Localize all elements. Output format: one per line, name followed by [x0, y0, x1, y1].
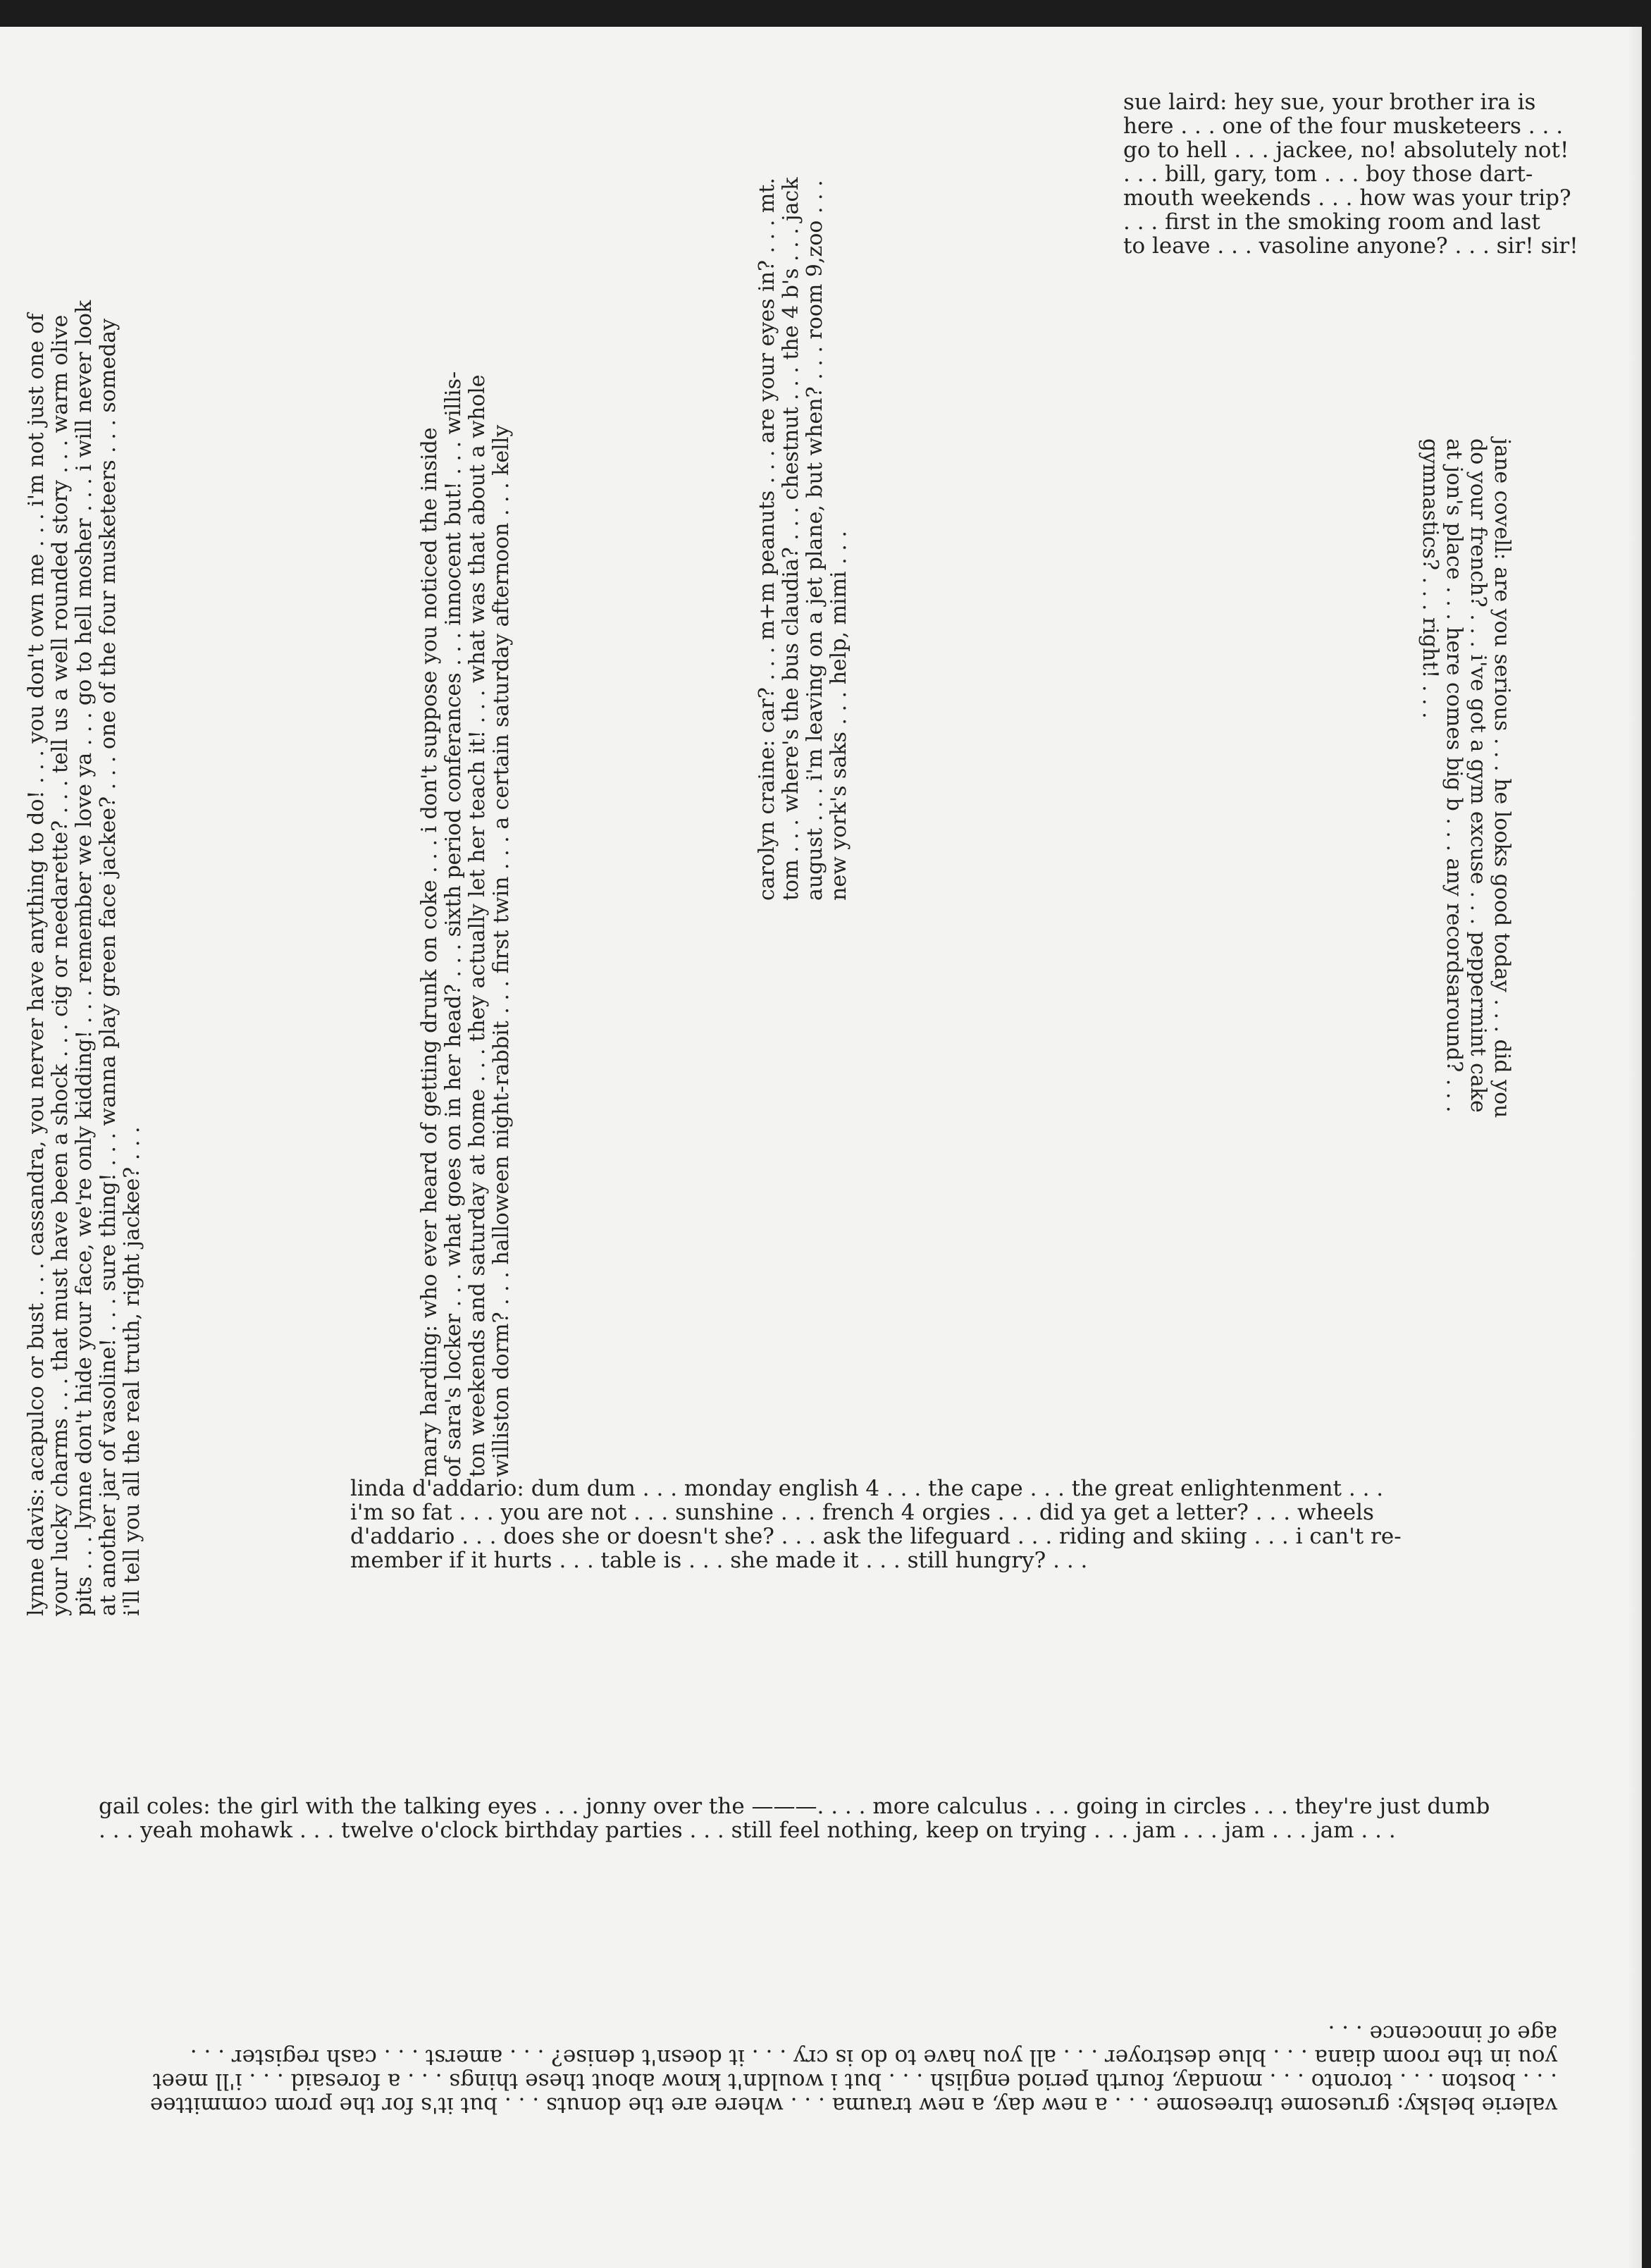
entry-line: you in the room diana . . . blue destroyer . . . all you have to do is cry . . . it doesn't denise? . . . amerst . . . cash register . . . — [190, 2045, 1557, 2070]
entry-line: at another jar of vasoline! . . . sure thing! . . . wanna play green face jackee? . . . one of the four musketeers . . . someday — [96, 318, 120, 1616]
entry-line: i'll tell you all the real truth, right jackee? . . . — [120, 1126, 144, 1616]
entry-line: carolyn craine: car? . . . m+m peanuts . . . are your eyes in? . . . mt. — [755, 178, 779, 901]
entry-line: tom . . . where's the bus claudia? . . . chestnut . . . the 4 b's . . . jack — [779, 177, 803, 901]
entry-line: gymnastics? . . . right! . . . — [1418, 438, 1442, 719]
entry-line: new york's saks . . . help, mimi . . . — [827, 531, 851, 901]
entry-line: of sara's locker . . . what goes on in her head? . . . sixth period conferances . . . innocent but! . . . willis- — [441, 371, 466, 1477]
entry-line: lynne davis: acapulco or bust . . . cassandra, you nerver have anything to do! . . . you don't own me . . . i'm not just one of — [24, 313, 49, 1616]
entry-jane-covell — [1418, 438, 1514, 1188]
entry-line: . . . yeah mohawk . . . twelve o'clock birthday parties . . . still feel nothing, keep on trying . . . jam . . . jam . . . jam . . . — [99, 1818, 1396, 1843]
entry-lynne-davis — [25, 178, 144, 1616]
entry-mary-harding — [418, 265, 514, 1477]
entry-line: to leave . . . vasoline anyone? . . . sir! sir! — [1123, 233, 1578, 259]
entry-linda-daddario — [350, 1477, 1478, 1572]
entry-line: linda d'addario: dum dum . . . monday english 4 . . . the cape . . . the great enlightenment . . . — [350, 1476, 1384, 1501]
entry-sue-laird — [1123, 90, 1583, 258]
entry-line: jane covell: are you serious . . . he looks good today . . . did you — [1490, 438, 1514, 1118]
entry-line: d'addario . . . does she or doesn't she? . . . ask the lifeguard . . . riding and skiing . . . i can't re- — [350, 1524, 1402, 1549]
entry-line: . . . boston . . . toronto . . . monday, fourth period english . . . but i wouldn't know about these things . . . a foresaid . . . i'll meet — [152, 2069, 1557, 2094]
entry-line: age of innocence . . . — [1328, 2021, 1557, 2046]
entry-line: here . . . one of the four musketeers . . . — [1123, 113, 1564, 139]
entry-line: i'm so fat . . . you are not . . . sunshine . . . french 4 orgies . . . did ya get a letter? . . . wheels — [350, 1500, 1374, 1525]
entry-line: pits . . . lynne don't hide your face, we're only kidding! . . . remember we love ya . . . go to hell mosher . . . i will never look — [72, 300, 97, 1616]
entry-line: go to hell . . . jackee, no! absolutely not! — [1123, 137, 1569, 163]
entry-carolyn-craine — [755, 83, 851, 901]
entry-line: at jon's place . . . here comes big b . . . any recordsaround? . . . — [1442, 438, 1466, 1113]
entry-line: . . . bill, gary, tom . . . boy those dart- — [1123, 161, 1533, 187]
entry-line: valerie belsky: gruesome threesome . . . a new day, a new trauma . . . where are the donuts . . . but it's for the prom committee — [149, 2093, 1557, 2118]
entry-line: mouth weekends . . . how was your trip? — [1123, 185, 1571, 211]
entry-line: mary harding: who ever heard of getting drunk on coke . . . i don't suppose you noticed the inside — [417, 427, 442, 1477]
entry-gail-coles — [99, 1794, 1550, 1842]
entry-line: . . . first in the smoking room and last — [1123, 209, 1540, 235]
entry-line: williston dorm? . . . halloween night-rabbit . . . first twin . . . a certain saturday afternoon . . . kelly — [489, 424, 514, 1477]
entry-valerie-belsky — [63, 2019, 1557, 2117]
entry-line: do your french? . . . i've got a gym excuse . . . peppermint cake — [1466, 438, 1490, 1113]
entry-line: august . . . i'm leaving on a jet plane, but when? . . . room 9,zoo . . . — [803, 180, 827, 901]
entry-line: your lucky charms . . . that must have been a shock . . . cig or needarette? . . . tell us a well rounded story . . . warm olive — [48, 314, 73, 1616]
entry-line: gail coles: the girl with the talking eyes . . . jonny over the ———. . . . more calculus . . . going in circles . . . they're just dumb — [99, 1794, 1490, 1819]
page-edge-shadow — [1628, 27, 1642, 2268]
entry-line: sue laird: hey sue, your brother ira is — [1123, 90, 1536, 115]
entry-line: ton weekends and saturday at home . . . they actually let her teach it! . . . what was that about a whole — [465, 374, 490, 1477]
entry-line: member if it hurts . . . table is . . . she made it . . . still hungry? . . . — [350, 1548, 1088, 1573]
